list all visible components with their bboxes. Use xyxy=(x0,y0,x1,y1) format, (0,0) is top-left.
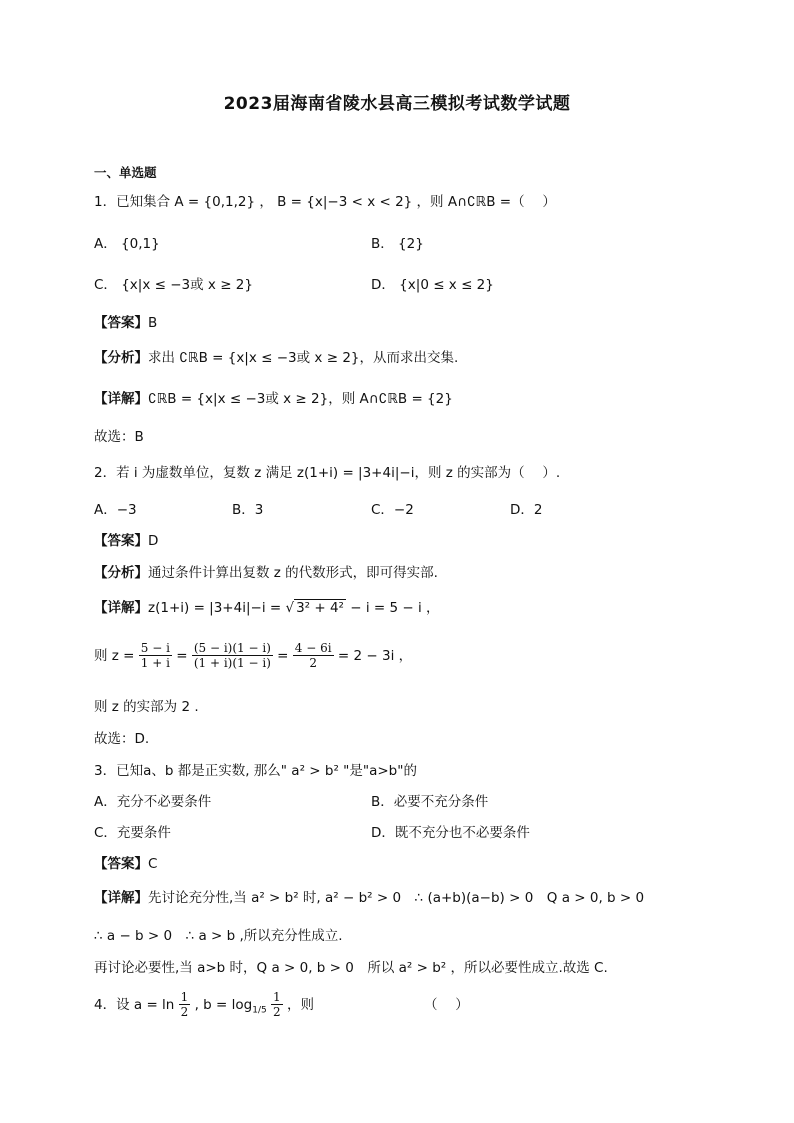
q1-option-c: C． {x|x ≤ −3或 x ≥ 2} xyxy=(94,277,253,293)
q1-option-b: B． {2} xyxy=(371,236,424,252)
q1-choice: 故选：B xyxy=(94,429,144,445)
fraction-2: $\frac{(5 - i)(1 - i)}{(1 + i)(1 - i)}$ xyxy=(193,641,271,671)
detail-text: 先讨论充分性,当 a² > b² 时, a² − b² > 0 ∴ (a+b)(a−b) > 0 Q a > 0, b > 0 xyxy=(148,890,645,906)
detail-expression-end: − i = 5 − i ， xyxy=(345,600,440,616)
fraction-1: $\frac{5 - i}{1 + i}$ xyxy=(140,641,170,671)
q2-option-c: C．−2 xyxy=(371,502,414,518)
question-1-stem: 1．已知集合 A = {0,1,2} ， B = {x|−3 < x < 2} ，则 A∩∁ℝB =（ ） xyxy=(94,194,556,210)
q4-fraction: $\frac{1}{2}$ xyxy=(180,990,189,1020)
detail-tag: 【详解】 xyxy=(94,600,148,616)
question-2-stem: 2．若 i 为虚数单位，复数 z 满足 z(1+i) = |3+4i|−i，则 z 的实部为（ ）. xyxy=(94,465,561,481)
analysis-text: 求出 ∁ℝB = {x|x ≤ −3或 x ≥ 2}，从而求出交集. xyxy=(148,350,459,366)
q2-option-a: A．−3 xyxy=(94,502,137,518)
analysis-text: 通过条件计算出复数 z 的代数形式，即可得实部. xyxy=(148,565,438,581)
fraction-3: $\frac{4 - 6i}{2}$ xyxy=(294,641,332,671)
detail-expression: z(1+i) = |3+4i|−i = xyxy=(148,600,286,616)
then-label: 则 z = xyxy=(94,647,139,664)
q2-answer xyxy=(94,533,158,549)
q4-then: ，则 xyxy=(286,996,314,1013)
q3-option-d: D．既不充分也不必要条件 xyxy=(371,825,530,841)
sqrt-expression: 3² + 4² xyxy=(296,600,344,616)
answer-tag: 【答案】 xyxy=(94,856,148,872)
q2-detail: 【详解】z(1+i) = |3+4i|−i = √ 3² + 4² − i = 5 − i ， xyxy=(94,600,440,616)
q1-detail xyxy=(94,391,453,407)
detail-tag: 【详解】 xyxy=(94,391,148,407)
q2-choice: 故选：D. xyxy=(94,731,150,747)
q4-b-expr: , b = log xyxy=(194,996,253,1013)
q3-option-c: C．充要条件 xyxy=(94,825,171,841)
q2-analysis xyxy=(94,565,438,581)
result: = 2 − 3i ， xyxy=(337,647,413,664)
q3-detail xyxy=(94,890,644,906)
q4-a-expr: 4．设 a = ln xyxy=(94,996,175,1013)
detail-tag: 【详解】 xyxy=(94,890,148,906)
q2-option-d: D．2 xyxy=(510,502,543,518)
answer-tag: 【答案】 xyxy=(94,533,148,549)
q1-option-a: A． {0,1} xyxy=(94,236,160,252)
question-3-stem: 3．已知a、b 都是正实数, 那么" a² > b² "是"a>b"的 xyxy=(94,763,417,779)
answer-value: C xyxy=(148,856,158,872)
q3-answer xyxy=(94,856,157,872)
answer-value: D xyxy=(148,533,159,549)
q3-option-a: A．充分不必要条件 xyxy=(94,794,212,810)
q2-fraction-line: 则 z = $\frac{5 - i}{1 + i}$ = $\frac{(5 - i)(1 - i)}{(1 + i)(1 - i)}$ = $\frac{4 - 6i}{2}$ = 2 − 3i ， xyxy=(94,641,413,671)
q3-option-b: B．必要不充分条件 xyxy=(371,794,489,810)
answer-value: B xyxy=(148,315,158,331)
analysis-tag: 【分析】 xyxy=(94,565,148,581)
q1-option-d: D． {x|0 ≤ x ≤ 2} xyxy=(371,277,494,293)
question-4-stem xyxy=(94,990,314,1020)
q4-fraction-2: $\frac{1}{2}$ xyxy=(273,990,281,1020)
q1-answer xyxy=(94,315,157,331)
q4-answer-paren: （ ） xyxy=(424,997,469,1013)
q1-analysis xyxy=(94,350,458,366)
q2-real-part: 则 z 的实部为 2 . xyxy=(94,699,199,715)
analysis-tag: 【分析】 xyxy=(94,350,148,366)
section-heading: 一、单选题 xyxy=(94,165,157,180)
page-title: 2023届海南省陵水县高三模拟考试数学试题 xyxy=(223,94,571,114)
answer-tag: 【答案】 xyxy=(94,315,148,331)
q3-detail-2: ∴ a − b > 0 ∴ a > b ,所以充分性成立. xyxy=(94,928,343,944)
detail-text: ∁ℝB = {x|x ≤ −3或 x ≥ 2}，则 A∩∁ℝB = {2} xyxy=(148,391,453,407)
log-base: 1/5 xyxy=(252,1005,267,1016)
q2-option-b: B．3 xyxy=(232,502,264,518)
q3-detail-3: 再讨论必要性,当 a>b 时，Q a > 0, b > 0 所以 a² > b² ，所以必要性成立.故选 C. xyxy=(94,960,608,976)
